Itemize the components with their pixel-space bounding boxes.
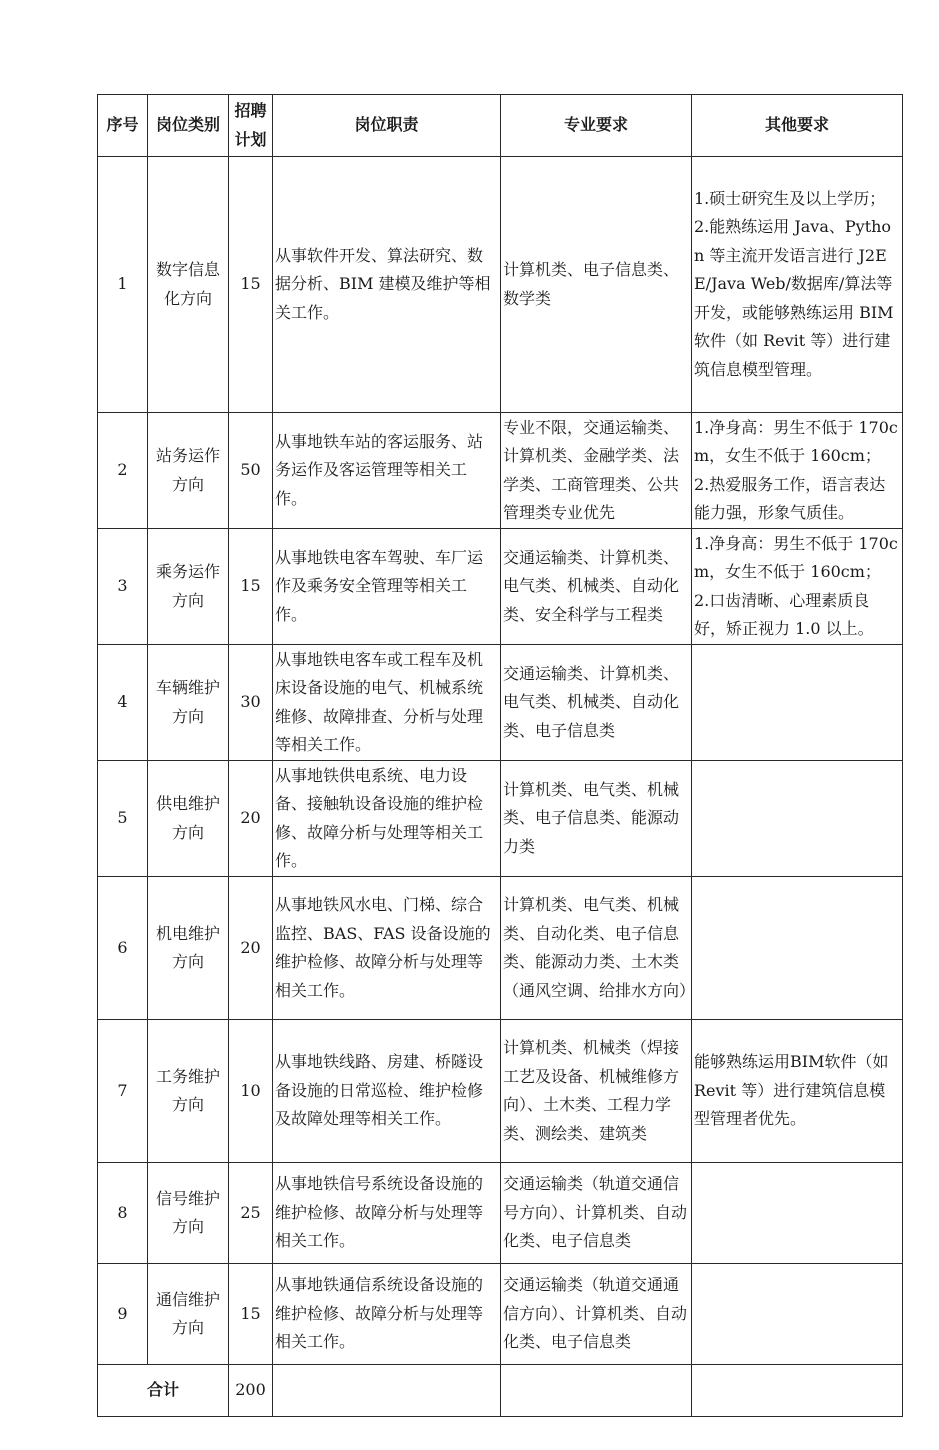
- cell-seq: 5: [98, 761, 148, 877]
- cell-duty: 从事地铁信号系统设备设施的维护检修、故障分析与处理等相关工作。: [273, 1163, 501, 1264]
- cell-seq: 8: [98, 1163, 148, 1264]
- cell-category: 通信维护 方向: [148, 1264, 229, 1365]
- cell-duty: 从事地铁电客车或工程车及机床设备设施的电气、机械系统维修、故障排查、分析与处理等相关工作。: [273, 645, 501, 761]
- header-major: 专业要求: [501, 95, 692, 157]
- cell-seq: 4: [98, 645, 148, 761]
- cell-category: 乘务运作 方向: [148, 529, 229, 645]
- cell-other: 1.净身高：男生不低于 170cm，女生不低于 160cm； 2.热爱服务工作，语言表达能力强，形象气质佳。: [692, 413, 903, 529]
- table-row: [98, 1264, 903, 1365]
- cell-duty: 从事软件开发、算法研究、数据分析、BIM 建模及维护等相关工作。: [273, 157, 501, 413]
- cell-plan: 20: [229, 761, 273, 877]
- table-row: [98, 1020, 903, 1163]
- cell-duty: 从事地铁车站的客运服务、站务运作及客运管理等相关工作。: [273, 413, 501, 529]
- header-seq: 序号: [98, 95, 148, 157]
- table-row: [98, 413, 903, 529]
- table-row: [98, 877, 903, 1020]
- cell-other: [692, 1163, 903, 1264]
- cell-seq: 6: [98, 877, 148, 1020]
- total-plan: 200: [229, 1365, 273, 1417]
- cell-plan: 10: [229, 1020, 273, 1163]
- cell-major: 计算机类、电气类、机械类、自动化类、电子信息类、能源动力类、土木类（通风空调、给排水方向）: [501, 877, 692, 1020]
- cell-major: 专业不限，交通运输类、计算机类、金融学类、法学类、工商管理类、公共管理类专业优先: [501, 413, 692, 529]
- cell-category: 数字信息 化方向: [148, 157, 229, 413]
- cell-seq: 9: [98, 1264, 148, 1365]
- total-other: [692, 1365, 903, 1417]
- cell-major: 交通运输类、计算机类、电气类、机械类、自动化类、安全科学与工程类: [501, 529, 692, 645]
- header-other: 其他要求: [692, 95, 903, 157]
- cell-other: 能够熟练运用BIM软件（如 Revit 等）进行建筑信息模型管理者优先。: [692, 1020, 903, 1163]
- table-row: [98, 529, 903, 645]
- cell-other: 1.硕士研究生及以上学历； 2.能熟练运用 Java、Python 等主流开发语言进行 J2EE/Java Web/数据库/算法等开发，或能够熟练运用 BIM 软件（如 Revit 等）进行建筑信息模型管理。: [692, 157, 903, 413]
- cell-category: 工务维护 方向: [148, 1020, 229, 1163]
- table-row: [98, 157, 903, 413]
- cell-seq: 1: [98, 157, 148, 413]
- total-major: [501, 1365, 692, 1417]
- cell-category: 站务运作 方向: [148, 413, 229, 529]
- cell-other: [692, 877, 903, 1020]
- cell-major: 计算机类、机械类（焊接工艺及设备、机械维修方向）、土木类、工程力学类、测绘类、建筑类: [501, 1020, 692, 1163]
- cell-seq: 2: [98, 413, 148, 529]
- cell-plan: 30: [229, 645, 273, 761]
- cell-plan: 50: [229, 413, 273, 529]
- cell-other: 1.净身高：男生不低于 170cm，女生不低于 160cm； 2.口齿清晰、心理素质良好，矫正视力 1.0 以上。: [692, 529, 903, 645]
- cell-duty: 从事地铁线路、房建、桥隧设备设施的日常巡检、维护检修及故障处理等相关工作。: [273, 1020, 501, 1163]
- cell-plan: 20: [229, 877, 273, 1020]
- cell-other: [692, 1264, 903, 1365]
- table-row: [98, 761, 903, 877]
- recruitment-table: [97, 94, 903, 1417]
- cell-major: 交通运输类（轨道交通信号方向）、计算机类、自动化类、电子信息类: [501, 1163, 692, 1264]
- total-duty: [273, 1365, 501, 1417]
- cell-plan: 25: [229, 1163, 273, 1264]
- cell-other: [692, 645, 903, 761]
- cell-category: 车辆维护 方向: [148, 645, 229, 761]
- cell-plan: 15: [229, 1264, 273, 1365]
- table-row: [98, 645, 903, 761]
- header-category: 岗位类别: [148, 95, 229, 157]
- header-plan: 招聘 计划: [229, 95, 273, 157]
- header-duty: 岗位职责: [273, 95, 501, 157]
- cell-category: 机电维护 方向: [148, 877, 229, 1020]
- cell-major: 计算机类、电子信息类、数学类: [501, 157, 692, 413]
- cell-duty: 从事地铁电客车驾驶、车厂运作及乘务安全管理等相关工作。: [273, 529, 501, 645]
- cell-seq: 7: [98, 1020, 148, 1163]
- cell-major: 计算机类、电气类、机械类、电子信息类、能源动力类: [501, 761, 692, 877]
- cell-plan: 15: [229, 529, 273, 645]
- cell-duty: 从事地铁通信系统设备设施的维护检修、故障分析与处理等相关工作。: [273, 1264, 501, 1365]
- total-row: [98, 1365, 903, 1417]
- header-row: [98, 95, 903, 157]
- table-row: [98, 1163, 903, 1264]
- cell-plan: 15: [229, 157, 273, 413]
- cell-category: 信号维护 方向: [148, 1163, 229, 1264]
- total-label: 合计: [98, 1365, 229, 1417]
- cell-other: [692, 761, 903, 877]
- cell-major: 交通运输类（轨道交通通信方向）、计算机类、自动化类、电子信息类: [501, 1264, 692, 1365]
- cell-duty: 从事地铁风水电、门梯、综合监控、BAS、FAS 设备设施的维护检修、故障分析与处理等相关工作。: [273, 877, 501, 1020]
- cell-category: 供电维护 方向: [148, 761, 229, 877]
- cell-seq: 3: [98, 529, 148, 645]
- cell-major: 交通运输类、计算机类、电气类、机械类、自动化类、电子信息类: [501, 645, 692, 761]
- cell-duty: 从事地铁供电系统、电力设备、接触轨设备设施的维护检修、故障分析与处理等相关工作。: [273, 761, 501, 877]
